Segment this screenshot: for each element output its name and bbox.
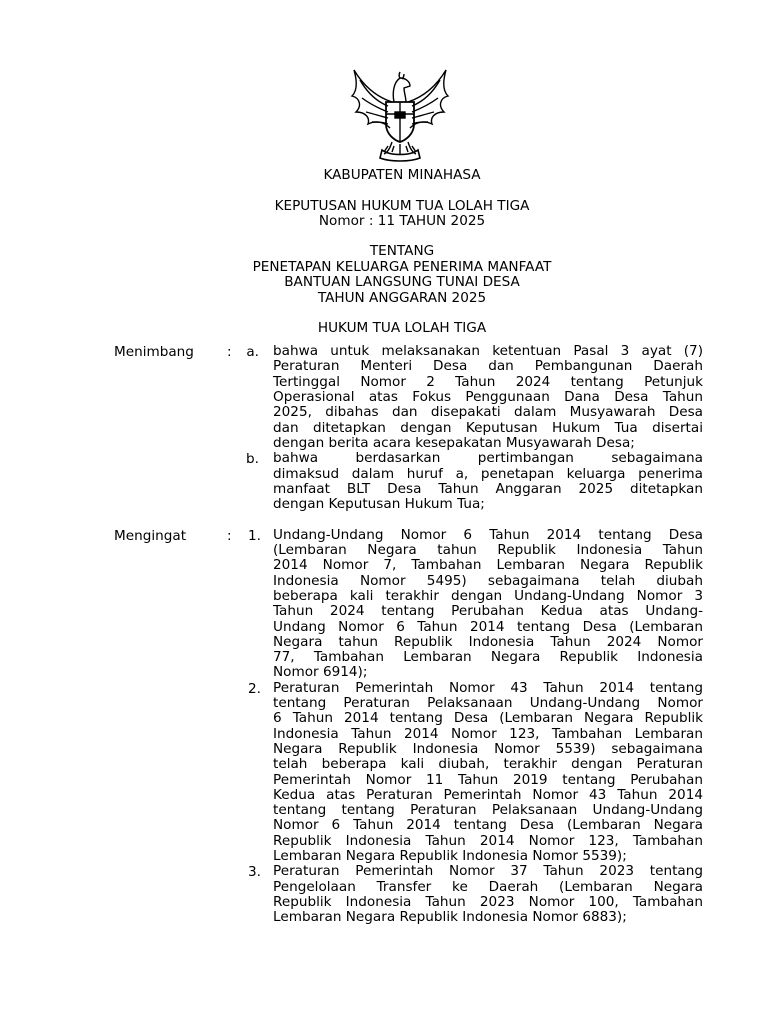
item-line: dimaksud dalam huruf a, penetapan keluarga penerima	[273, 466, 703, 482]
item-line: Republik Indonesia Tahun 2023 Nomor 100, Tambahan	[273, 894, 703, 910]
item-marker: a.	[246, 344, 259, 360]
garuda-pancasila-emblem-icon	[344, 62, 456, 164]
item-line: tentang Peraturan Pelaksanaan Undang-Undang Nomor	[273, 695, 703, 711]
item-line: tentang tentang Peraturan Pelaksanaan Undang-Undang	[273, 802, 703, 818]
item-line: Pengelolaan Transfer ke Daerah (Lembaran Negara	[273, 879, 703, 895]
menimbang-label: Menimbang	[114, 344, 194, 360]
decree-number: Nomor : 11 TAHUN 2025	[318, 213, 486, 229]
decree-title: KEPUTUSAN HUKUM TUA LOLAH TIGA	[274, 198, 530, 214]
about-heading: TENTANG	[369, 243, 435, 259]
item-line: telah beberapa kali diubah, terakhir dengan Peraturan	[273, 756, 703, 772]
item-marker: 1.	[248, 528, 261, 544]
item-line: Negara Republik Indonesia Nomor 5539) sebagaimana	[273, 741, 703, 757]
item-line: Peraturan Pemerintah Nomor 43 Tahun 2014 tentang	[273, 680, 703, 696]
item-line: Peraturan Menteri Desa dan Pembangunan Daerah	[273, 358, 703, 374]
item-line: 2014 Nomor 7, Tambahan Lembaran Negara Republik	[273, 557, 703, 573]
mengingat-colon: :	[227, 528, 232, 544]
item-line: Tahun 2024 tentang Perubahan Kedua atas Undang-	[273, 603, 703, 619]
item-marker: b.	[246, 451, 259, 467]
item-line: bahwa berdasarkan pertimbangan sebagaimana	[273, 450, 703, 466]
item-line: Nomor 6 Tahun 2014 tentang Desa (Lembaran Negara	[273, 817, 703, 833]
item-line: Lembaran Negara Republik Indonesia Nomor 6883);	[273, 909, 627, 925]
regency-title: KABUPATEN MINAHASA	[323, 167, 481, 183]
item-line: Kedua atas Peraturan Pemerintah Nomor 43 Tahun 2014	[273, 787, 703, 803]
subject-line: BANTUAN LANGSUNG TUNAI DESA	[284, 274, 520, 290]
issuer-heading: HUKUM TUA LOLAH TIGA	[317, 320, 487, 336]
item-line: dengan berita acara kesepakatan Musyawarah Desa;	[273, 435, 635, 451]
item-line: 6 Tahun 2014 tentang Desa (Lembaran Negara Republik	[273, 710, 703, 726]
menimbang-colon: :	[227, 344, 232, 360]
subject-line: PENETAPAN KELUARGA PENERIMA MANFAAT	[252, 259, 552, 275]
item-line: beberapa kali terakhir dengan Undang-Undang Nomor 3	[273, 588, 703, 604]
item-line: manfaat BLT Desa Tahun Anggaran 2025 ditetapkan	[273, 481, 703, 497]
mengingat-label: Mengingat	[114, 528, 187, 544]
item-line: Indonesia Tahun 2014 Nomor 123, Tambahan Lembaran	[273, 726, 703, 742]
item-line: Tertinggal Nomor 2 Tahun 2024 tentang Petunjuk	[273, 374, 703, 390]
item-line: dan ditetapkan dengan Keputusan Hukum Tua disertai	[273, 420, 703, 436]
item-line: Peraturan Pemerintah Nomor 37 Tahun 2023 tentang	[273, 863, 703, 879]
subject-line: TAHUN ANGGARAN 2025	[317, 290, 487, 306]
item-line: Negara tahun Republik Indonesia Tahun 2024 Nomor	[273, 634, 703, 650]
item-line: Undang Nomor 6 Tahun 2014 tentang Desa (Lembaran	[273, 619, 703, 635]
item-line: Undang-Undang Nomor 6 Tahun 2014 tentang Desa	[273, 527, 703, 543]
item-marker: 3.	[248, 864, 261, 880]
item-line: 2025, dibahas dan disepakati dalam Musyawarah Desa	[273, 404, 703, 420]
item-line: Republik Indonesia Tahun 2014 Nomor 123, Tambahan	[273, 833, 703, 849]
item-line: 77, Tambahan Lembaran Negara Republik Indonesia	[273, 649, 703, 665]
item-marker: 2.	[248, 681, 261, 697]
item-line: Operasional atas Fokus Penggunaan Dana Desa Tahun	[273, 389, 703, 405]
item-line: dengan Keputusan Hukum Tua;	[273, 496, 485, 512]
item-line: Lembaran Negara Republik Indonesia Nomor 5539);	[273, 848, 627, 864]
item-line: Nomor 6914);	[273, 664, 368, 680]
item-line: bahwa untuk melaksanakan ketentuan Pasal 3 ayat (7)	[273, 343, 703, 359]
item-line: Pemerintah Nomor 11 Tahun 2019 tentang Perubahan	[273, 772, 703, 788]
item-line: (Lembaran Negara tahun Republik Indonesia Tahun	[273, 542, 703, 558]
item-line: Indonesia Nomor 5495) sebagaimana telah diubah	[273, 573, 703, 589]
